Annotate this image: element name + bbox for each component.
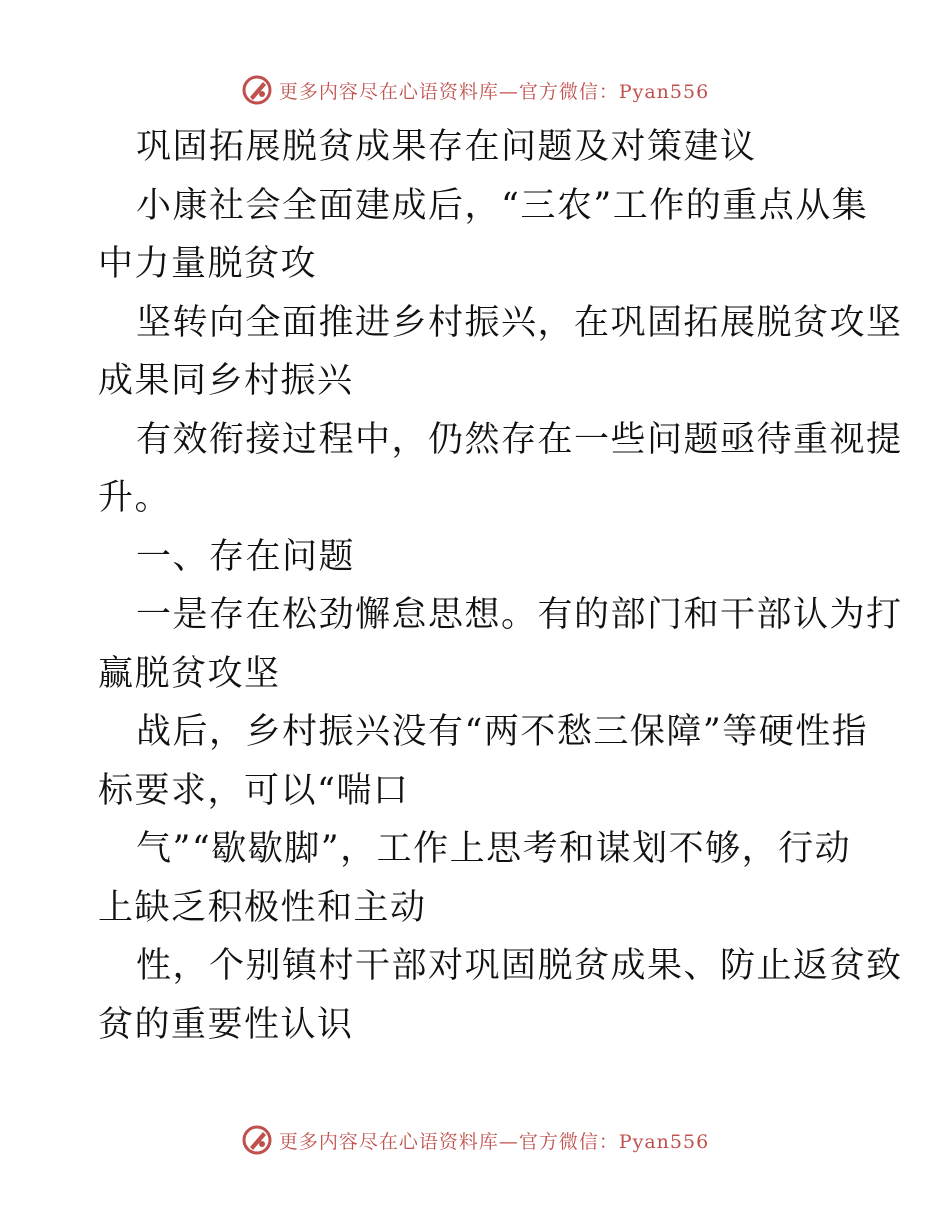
paragraph-line: 有效衔接过程中，仍然存在一些问题亟待重视提 — [136, 419, 903, 460]
paragraph-line: 战后，乡村振兴没有“两不愁三保障”等硬性指 — [136, 712, 869, 752]
footer-banner — [0, 1120, 950, 1160]
pen-logo-icon — [241, 74, 273, 106]
paragraph-line: 坚转向全面推进乡村振兴，在巩固拓展脱贫攻坚 — [136, 302, 903, 343]
paragraph-line: 性，个别镇村干部对巩固脱贫成果、防止返贫致 — [136, 946, 903, 986]
paragraph-line: 气”“歇歇脚”，工作上思考和谋划不够，行动 — [136, 829, 852, 869]
banner-text: 更多内容尽在心语资料库—官方微信：Pyan556 — [278, 1130, 710, 1153]
paragraph-line: 标要求，可以“喘口 — [98, 770, 410, 811]
paragraph-line: 贫的重要性认识 — [98, 1004, 354, 1045]
pen-logo-icon — [241, 1124, 273, 1156]
paragraph-line: 升。 — [98, 478, 172, 518]
paragraph-line: 成果同乡村振兴 — [98, 361, 354, 401]
paragraph-line: 上缺乏积极性和主动 — [98, 887, 427, 928]
paragraph-line: 一是存在松劲懈怠思想。有的部门和干部认为打 — [136, 595, 903, 635]
section-heading: 一、存在问题 — [136, 536, 356, 577]
header-banner — [0, 70, 950, 110]
paragraph-line: 小康社会全面建成后，“三农”工作的重点从集 — [136, 185, 869, 226]
paragraph-line: 赢脱贫攻坚 — [98, 653, 281, 694]
paragraph-line: 中力量脱贫攻 — [98, 244, 318, 284]
document-title: 巩固拓展脱贫成果存在问题及对策建议 — [136, 127, 757, 167]
banner-text: 更多内容尽在心语资料库—官方微信：Pyan556 — [278, 80, 710, 103]
document-body — [98, 118, 903, 1054]
